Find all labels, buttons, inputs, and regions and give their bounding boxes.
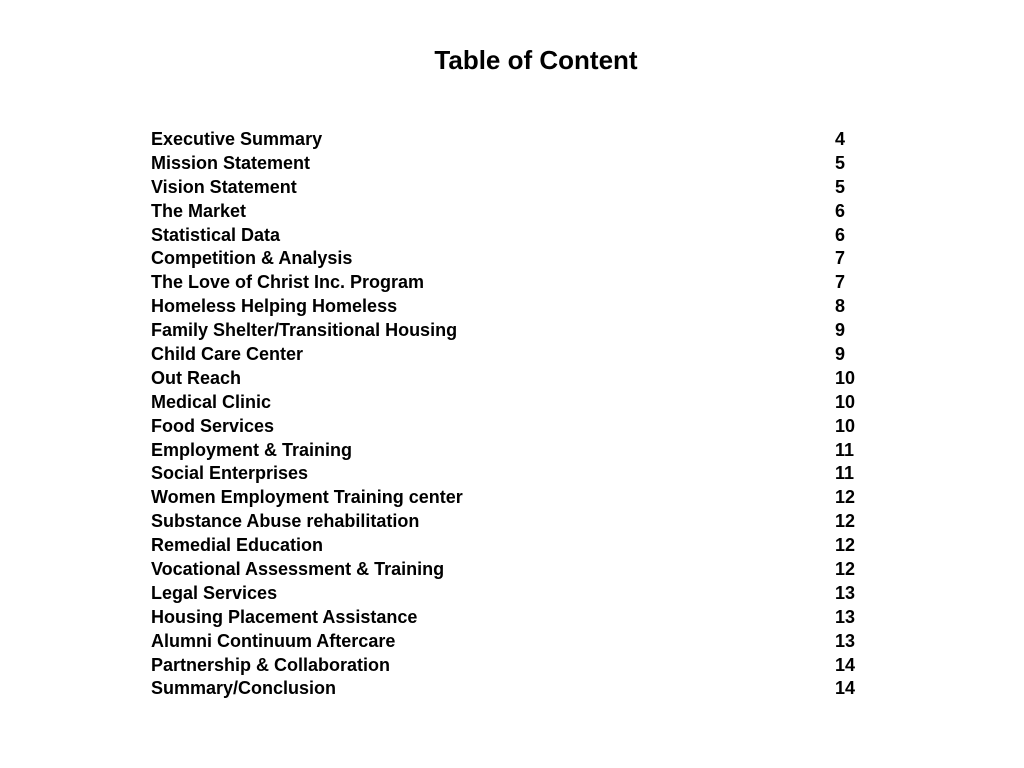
- toc-entry-page-number: 5: [835, 176, 846, 197]
- toc-entry-title: Food Services: [151, 415, 275, 436]
- toc-entry-title: The Love of Christ Inc. Program: [151, 272, 425, 293]
- toc-entry-title: Out Reach: [151, 367, 242, 388]
- toc-entry-title: Partnership & Collaboration: [151, 654, 391, 675]
- toc-entry-page-number: 6: [835, 224, 846, 245]
- toc-entry-page-number: 10: [835, 391, 856, 412]
- toc-entry: [151, 630, 871, 654]
- toc-entry-page-number: 12: [835, 487, 856, 508]
- toc-entry-page-number: 6: [835, 200, 846, 221]
- toc-entry: [151, 271, 871, 295]
- toc-entry-page-number: 9: [835, 344, 846, 365]
- toc-entry: [151, 558, 871, 582]
- toc-entry-title: Vision Statement: [151, 176, 297, 197]
- toc-entry-page-number: 14: [835, 678, 856, 699]
- toc-entry: [151, 200, 871, 224]
- toc-entry-title: Substance Abuse rehabilitation: [151, 511, 420, 532]
- toc-entry: [151, 654, 871, 678]
- toc-entry-title: Statistical Data: [151, 224, 281, 245]
- toc-entry-page-number: 12: [835, 559, 856, 580]
- toc-entry: [151, 391, 871, 415]
- toc-entry-title: Remedial Education: [151, 535, 324, 556]
- toc-entry-page-number: 13: [835, 630, 856, 651]
- page-title: Table of Content: [434, 45, 638, 75]
- toc-entry: [151, 582, 871, 606]
- toc-entry-page-number: 13: [835, 606, 856, 627]
- toc-entry-page-number: 5: [835, 152, 846, 173]
- toc-entry-title: The Market: [151, 200, 247, 221]
- toc-entry: [151, 152, 871, 176]
- toc-entry-title: Executive Summary: [151, 129, 323, 149]
- toc-entry-page-number: 8: [835, 296, 846, 317]
- toc-entry: [151, 343, 871, 367]
- toc-entry-page-number: 12: [835, 535, 856, 556]
- toc-entry: [151, 224, 871, 248]
- toc-entry-page-number: 9: [835, 320, 846, 341]
- toc-entry-title: Legal Services: [151, 582, 278, 603]
- toc-entry-page-number: 14: [835, 654, 856, 675]
- toc-entry-title: Family Shelter/Transitional Housing: [151, 320, 458, 341]
- toc-entry: [151, 606, 871, 630]
- toc-entry-page-number: 11: [835, 439, 855, 460]
- table-of-contents: [151, 128, 871, 701]
- toc-entry-title: Competition & Analysis: [151, 248, 353, 269]
- toc-entry: [151, 247, 871, 271]
- toc-entry-title: Vocational Assessment & Training: [151, 559, 445, 580]
- toc-entry-page-number: 4: [835, 129, 846, 149]
- toc-entry: [151, 295, 871, 319]
- toc-entry: [151, 319, 871, 343]
- toc-entry-title: Women Employment Training center: [151, 487, 463, 508]
- toc-entry: [151, 677, 871, 701]
- toc-entry: [151, 462, 871, 486]
- toc-entry: [151, 510, 871, 534]
- toc-entry-title: Child Care Center: [151, 344, 304, 365]
- toc-entry: [151, 486, 871, 510]
- toc-entry-page-number: 7: [835, 248, 846, 269]
- toc-entry: [151, 128, 871, 152]
- toc-entry: [151, 367, 871, 391]
- toc-entry-title: Homeless Helping Homeless: [151, 296, 398, 317]
- toc-entry-page-number: 12: [835, 511, 856, 532]
- toc-entry-page-number: 13: [835, 582, 856, 603]
- toc-entry-page-number: 11: [835, 463, 855, 484]
- toc-entry-page-number: 10: [835, 367, 856, 388]
- toc-entry: [151, 415, 871, 439]
- toc-entry-title: Summary/Conclusion: [151, 678, 337, 699]
- toc-entry: [151, 534, 871, 558]
- toc-entry-title: Employment & Training: [151, 439, 353, 460]
- toc-entry-title: Alumni Continuum Aftercare: [151, 630, 396, 651]
- toc-entry-page-number: 7: [835, 272, 846, 293]
- toc-entry: [151, 439, 871, 463]
- toc-entry-title: Medical Clinic: [151, 391, 272, 412]
- toc-entry: [151, 176, 871, 200]
- toc-entry-page-number: 10: [835, 415, 856, 436]
- toc-entry-title: Mission Statement: [151, 152, 311, 173]
- toc-entry-title: Social Enterprises: [151, 463, 309, 484]
- toc-entry-title: Housing Placement Assistance: [151, 606, 418, 627]
